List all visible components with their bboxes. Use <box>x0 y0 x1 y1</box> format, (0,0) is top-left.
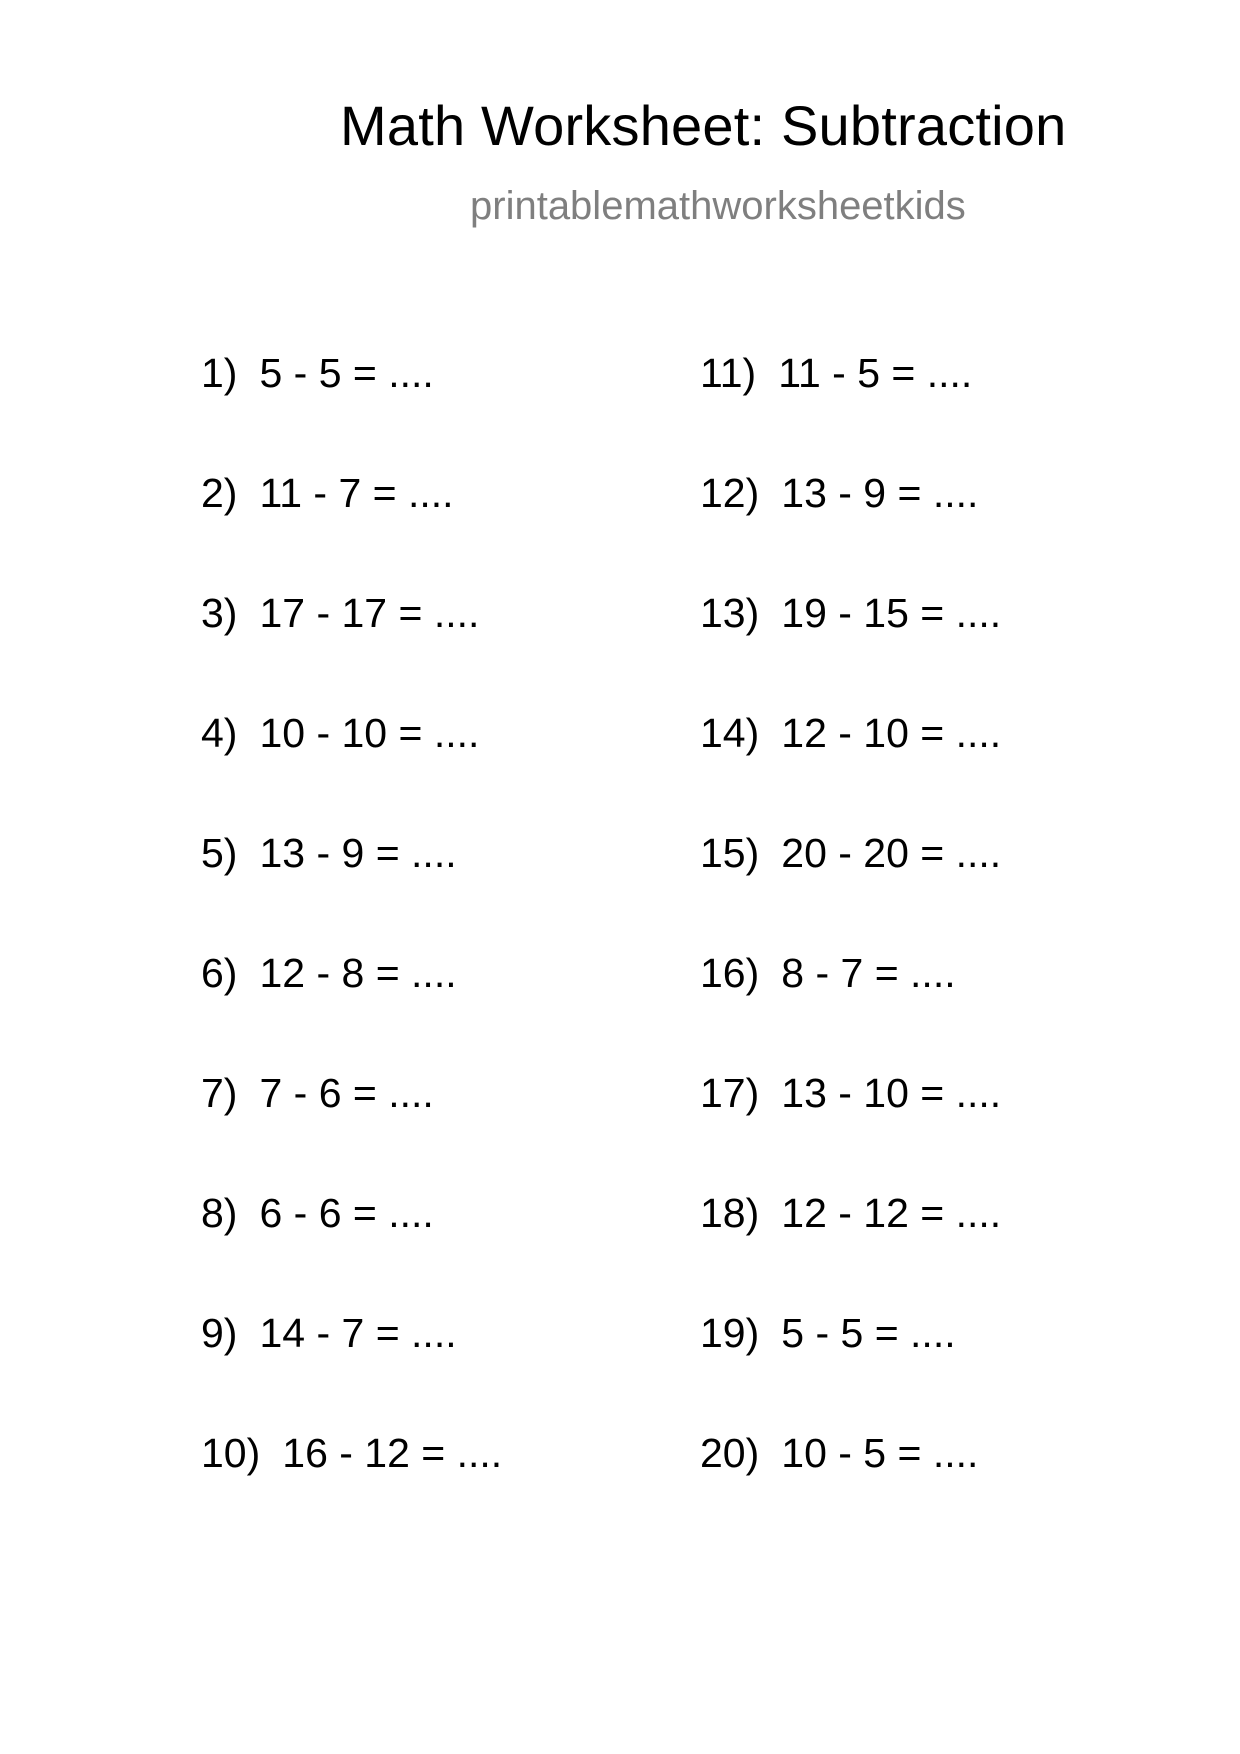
problem-expression: 13 - 10 = .... <box>781 1070 1002 1116</box>
problem-item <box>700 829 1001 877</box>
problem-number: 6) <box>201 950 238 996</box>
problem-number: 1) <box>201 350 238 396</box>
problem-expression: 14 - 7 = .... <box>259 1310 457 1356</box>
problem-number: 14) <box>700 710 760 756</box>
problem-item <box>700 949 956 997</box>
problem-item <box>201 349 434 397</box>
problem-item <box>201 1309 457 1357</box>
problem-number: 17) <box>700 1070 760 1116</box>
problem-expression: 19 - 15 = .... <box>781 590 1002 636</box>
problem-expression: 11 - 7 = .... <box>259 470 454 516</box>
problem-number: 20) <box>700 1430 760 1476</box>
problem-item <box>201 589 479 637</box>
problem-number: 3) <box>201 590 238 636</box>
problem-expression: 7 - 6 = .... <box>259 1070 434 1116</box>
problem-number: 18) <box>700 1190 760 1236</box>
problem-number: 2) <box>201 470 238 516</box>
worksheet-title: Math Worksheet: Subtraction <box>340 94 1067 157</box>
problem-number: 10) <box>201 1430 261 1476</box>
problem-expression: 17 - 17 = .... <box>259 590 480 636</box>
problem-expression: 8 - 7 = .... <box>781 950 956 996</box>
problem-item <box>700 349 972 397</box>
problem-item <box>201 1429 502 1477</box>
problem-item <box>201 709 479 757</box>
problem-item <box>700 1189 1001 1237</box>
problem-item <box>700 469 978 517</box>
problem-number: 11) <box>700 350 757 396</box>
problem-number: 12) <box>700 470 760 516</box>
problem-number: 8) <box>201 1190 238 1236</box>
worksheet-subtitle: printablemathworksheetkids <box>470 184 966 228</box>
problem-expression: 16 - 12 = .... <box>282 1430 503 1476</box>
problem-expression: 20 - 20 = .... <box>781 830 1002 876</box>
problem-item <box>700 1429 978 1477</box>
problem-item <box>201 1189 434 1237</box>
problem-number: 9) <box>201 1310 238 1356</box>
problem-number: 13) <box>700 590 760 636</box>
problem-expression: 10 - 10 = .... <box>259 710 480 756</box>
problem-item <box>201 469 454 517</box>
problem-item <box>700 1309 956 1357</box>
problem-expression: 11 - 5 = .... <box>778 350 973 396</box>
problem-expression: 5 - 5 = .... <box>781 1310 956 1356</box>
problem-list <box>0 349 1240 1549</box>
problem-expression: 12 - 10 = .... <box>781 710 1002 756</box>
problem-expression: 12 - 12 = .... <box>781 1190 1002 1236</box>
problem-item <box>700 709 1001 757</box>
problem-item <box>700 589 1001 637</box>
problem-expression: 6 - 6 = .... <box>259 1190 434 1236</box>
problem-item <box>201 829 457 877</box>
problem-number: 5) <box>201 830 238 876</box>
problem-number: 4) <box>201 710 238 756</box>
problem-expression: 13 - 9 = .... <box>259 830 457 876</box>
problem-item <box>201 1069 434 1117</box>
problem-number: 7) <box>201 1070 238 1116</box>
problem-number: 16) <box>700 950 760 996</box>
problem-expression: 12 - 8 = .... <box>259 950 457 996</box>
problem-number: 19) <box>700 1310 760 1356</box>
problem-number: 15) <box>700 830 760 876</box>
problem-item <box>201 949 457 997</box>
problem-expression: 13 - 9 = .... <box>781 470 979 516</box>
problem-item <box>700 1069 1001 1117</box>
problem-expression: 10 - 5 = .... <box>781 1430 979 1476</box>
problem-expression: 5 - 5 = .... <box>259 350 434 396</box>
